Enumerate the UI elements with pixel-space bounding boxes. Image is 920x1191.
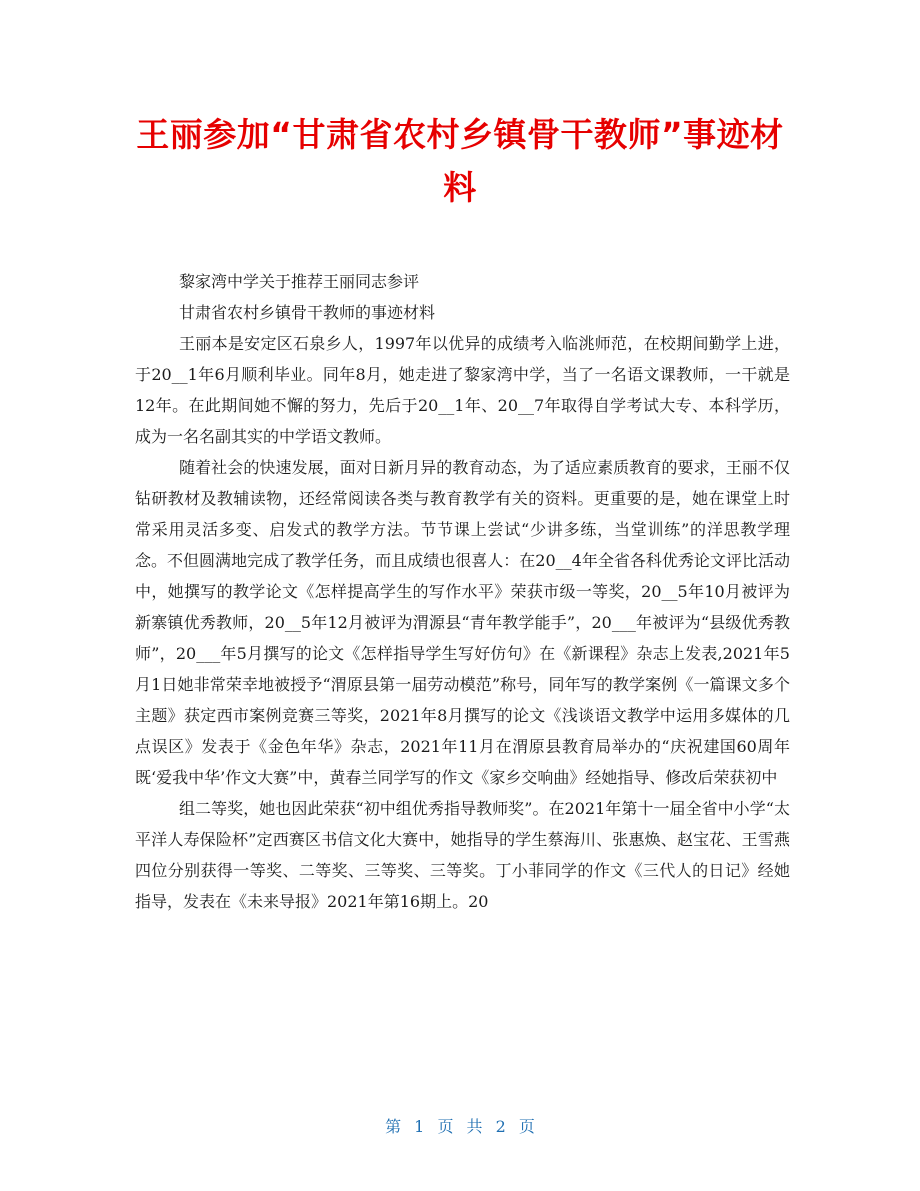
document-body: [135, 266, 790, 917]
document-title: 王丽参加“甘肃省农村乡镇骨干教师”事迹材料: [136, 115, 784, 207]
page-footer: 第 1 页 共 2 页: [385, 1117, 535, 1136]
lead-line-2: 甘肃省农村乡镇骨干教师的事迹材料: [179, 303, 436, 322]
lead-line-1: 黎家湾中学关于推荐王丽同志参评: [179, 272, 420, 291]
body-paragraph-3: 组二等奖，她也因此荣获“初中组优秀指导教师奖”。在2021年第十一届全省中小学“太平洋人寿保险杯”定西赛区书信文化大赛中，她指导的学生蔡海川、张惠焕、赵宝花、王雪燕四位分别获得一等奖、二等奖、三等奖、三等奖。丁小菲同学的作文《三代人的日记》经她指导，发表在《未来导报》2021年第16期上。20: [135, 799, 790, 911]
body-paragraph-1: 王丽本是安定区石泉乡人，1997年以优异的成绩考入临洮师范，在校期间勤学上进，于20__1年6月顺利毕业。同年8月，她走进了黎家湾中学，当了一名语文课教师，一干就是12年。在此期间她不懈的努力，先后于20__1年、20__7年取得自学考试大专、本科学历，成为一名名副其实的中学语文教师。: [135, 334, 790, 446]
body-paragraph-2: 随着社会的快速发展，面对日新月异的教育动态，为了适应素质教育的要求，王丽不仅钻研教材及教辅读物，还经常阅读各类与教育教学有关的资料。更重要的是，她在课堂上时常采用灵活多变、启发式的教学方法。节节课上尝试“少讲多练，当堂训练”的洋思教学理念。不但圆满地完成了教学任务，而且成绩也很喜人：在20__4年全省各科优秀论文评比活动中，她撰写的教学论文《怎样提高学生的写作水平》荣获市级一等奖，20__5年10月被评为新寨镇优秀教师，20__5年12月被评为渭源县“青年教学能手”，20___年被评为“县级优秀教师”，20___年5月撰写的论文《怎样指导学生写好仿句》在《新课程》杂志上发表,2021年5月1日她非常荣幸地被授予“渭原县第一届劳动模范”称号，同年写的教学案例《一篇课文多个主题》获定西市案例竞赛三等奖，2021年8月撰写的论文《浅谈语文教学中运用多媒体的几点误区》发表于《金色年华》杂志，2021年11月在渭原县教育局举办的“庆祝建国60周年既‘爱我中华’作文大赛”中，黄春兰同学写的作文《家乡交响曲》经她指导、修改后荣获初中: [135, 458, 790, 787]
